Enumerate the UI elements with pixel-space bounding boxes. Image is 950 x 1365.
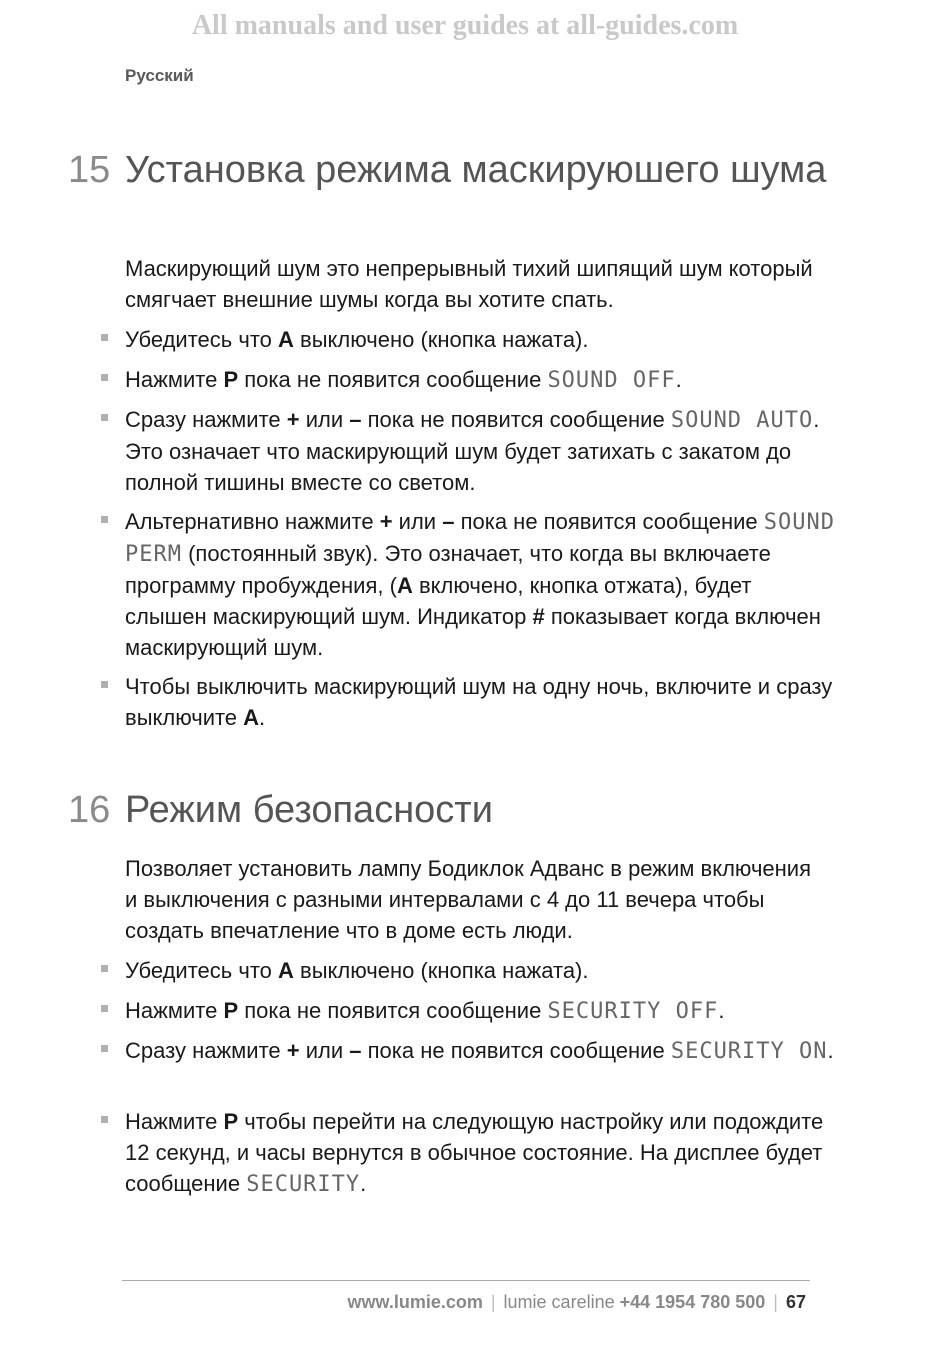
section-title: Установка режима маскируюшего шума <box>125 149 827 191</box>
section-number: 15 <box>68 149 111 191</box>
display-message: SECURITY ON <box>670 1039 828 1064</box>
display-message: SOUND OFF <box>547 368 676 393</box>
section-title: Режим безопасности <box>125 789 493 831</box>
watermark: All manuals and user guides at all-guides.com <box>191 10 739 41</box>
bullet-marker <box>101 374 108 381</box>
footer-divider <box>122 1280 810 1281</box>
bullet-marker <box>101 1005 108 1012</box>
bullet-marker <box>101 334 108 341</box>
display-message: SECURITY OFF <box>547 999 719 1024</box>
footer-phone: +44 1954 780 500 <box>619 1292 766 1312</box>
footer-site-link[interactable]: www.lumie.com <box>347 1292 483 1312</box>
list-item: Убедитесь что A выключено (кнопка нажата). <box>125 324 835 355</box>
bullet-marker <box>101 1045 108 1052</box>
bullet-marker <box>101 681 108 688</box>
bullet-marker <box>101 965 108 972</box>
list-item: Убедитесь что A выключено (кнопка нажата). <box>125 955 835 986</box>
display-message: SOUND PERM <box>125 510 835 567</box>
list-item: Сразу нажмите + или – пока не появится сообщение SECURITY ON. <box>125 1035 835 1067</box>
list-item: Сразу нажмите + или – пока не появится сообщение SOUND AUTO. Это означает что маскирующий шум будет затихать с закатом до полной тишины вместе со светом. <box>125 404 835 498</box>
section-number: 16 <box>68 789 111 831</box>
display-message: SOUND AUTO <box>670 408 814 433</box>
bullet-marker <box>101 414 108 421</box>
list-item: Нажмите P пока не появится сообщение SECURITY OFF. <box>125 995 835 1027</box>
display-message: SECURITY <box>246 1172 361 1197</box>
page-number: 67 <box>785 1292 806 1312</box>
language-label: Русский <box>125 66 194 85</box>
list-item: Нажмите P чтобы перейти на следующую настройку или подождите 12 секунд, и часы вернутся в обычное состояние. На дисплее будет сообщение SECURITY. <box>125 1106 835 1200</box>
bullet-marker <box>101 516 108 523</box>
section-intro: Маскирующий шум это непрерывный тихий шипящий шум который смягчает внешние шумы когда вы хотите спать. <box>125 256 813 312</box>
list-item: Альтернативно нажмите + или – пока не появится сообщение SOUND PERM (постоянный звук). Это означает, что когда вы включаете программу пробуждения, (A включено, кнопка отжата), будет слышен маскирующий шум. Индикатор # показывает когда включен маскирующий шум. <box>125 506 835 663</box>
footer-careline-label: lumie careline <box>503 1292 615 1312</box>
list-item: Нажмите P пока не появится сообщение SOUND OFF. <box>125 364 835 396</box>
list-item: Чтобы выключить маскирующий шум на одну ночь, включите и сразу выключите A. <box>125 671 835 733</box>
page-footer: www.lumie.com | lumie careline +44 1954 780 500 | 67 <box>347 1292 806 1312</box>
bullet-marker <box>101 1116 108 1123</box>
section-intro: Позволяет установить лампу Бодиклок Адванс в режим включения и выключения с разными интервалами с 4 до 11 вечера чтобы создать впечатление что в доме есть люди. <box>125 856 811 943</box>
